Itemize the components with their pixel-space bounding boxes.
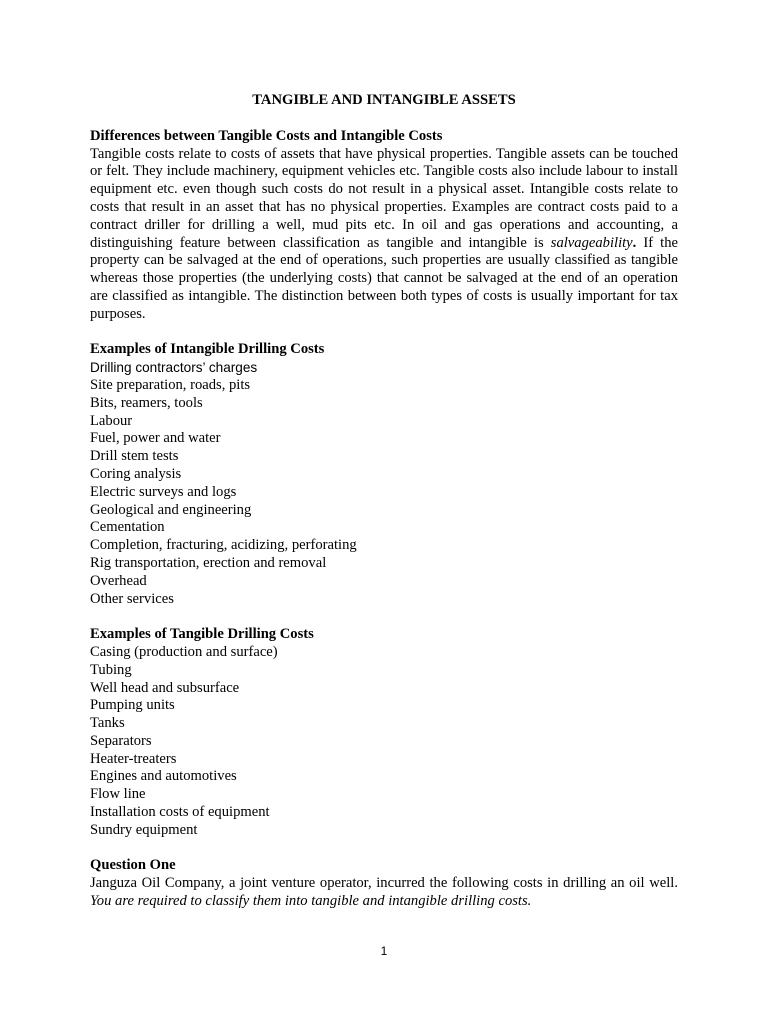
list-item: Bits, reamers, tools <box>90 394 203 411</box>
tangible-heading: Examples of Tangible Drilling Costs <box>90 626 314 643</box>
question-section <box>90 857 678 910</box>
intangible-list <box>90 359 678 608</box>
list-item: Installation costs of equipment <box>90 804 270 821</box>
list-item: Overhead <box>90 572 147 589</box>
list-item: Geological and engineering <box>90 501 252 518</box>
list-item: Labour <box>90 412 133 429</box>
list-item: Rig transportation, erection and removal <box>90 554 327 571</box>
differences-text-part2: If the property can be salvaged at the end of operations, such properties are usually classified as tangible whereas those properties (the underlying costs) that cannot be salvaged at the end of an operation are classified as intangible. The distinction between both types of costs is usually important for tax purposes. <box>90 234 678 322</box>
list-item: Engines and automotives <box>90 768 237 785</box>
question-paragraph <box>90 875 678 911</box>
intangible-heading: Examples of Intangible Drilling Costs <box>90 341 325 358</box>
list-item: Electric surveys and logs <box>90 483 237 500</box>
list-item: Cementation <box>90 519 165 536</box>
tangible-list <box>90 644 678 840</box>
document-page <box>90 92 678 911</box>
question-heading: Question One <box>90 857 176 874</box>
list-item: Separators <box>90 732 152 749</box>
list-item: Well head and subsurface <box>90 679 240 696</box>
list-item: Casing (production and surface) <box>90 643 278 660</box>
list-item: Flow line <box>90 786 146 803</box>
differences-paragraph <box>90 146 678 324</box>
differences-heading: Differences between Tangible Costs and Intangible Costs <box>90 127 443 144</box>
list-item: Coring analysis <box>90 465 182 482</box>
list-item: Fuel, power and water <box>90 430 221 447</box>
question-instruction: You are required to classify them into tangible and intangible drilling costs. <box>90 893 532 910</box>
question-text: Janguza Oil Company, a joint venture operator, incurred the following costs in drilling an oil well. <box>90 875 678 892</box>
list-item: Drill stem tests <box>90 448 179 465</box>
list-item: Tanks <box>90 715 125 732</box>
tangible-section <box>90 626 678 840</box>
list-item: Drilling contractors’ charges <box>90 360 258 376</box>
list-item: Heater-treaters <box>90 750 177 767</box>
list-item: Sundry equipment <box>90 821 198 838</box>
salvageability-emphasis: salvageability <box>550 234 633 251</box>
list-item: Tubing <box>90 661 132 678</box>
document-title: TANGIBLE AND INTANGIBLE ASSETS <box>252 92 516 108</box>
page-number: 1 <box>380 944 388 958</box>
list-item: Pumping units <box>90 697 175 714</box>
list-item: Other services <box>90 590 174 607</box>
emphasis-punctuation: . <box>632 234 637 251</box>
intangible-section <box>90 341 678 608</box>
list-item: Site preparation, roads, pits <box>90 376 251 393</box>
list-item: Completion, fracturing, acidizing, perforating <box>90 537 357 554</box>
differences-text-part1: Tangible costs relate to costs of assets that have physical properties. Tangible assets can be touched or felt. They include machinery, equipment vehicles etc. Tangible costs also include labour to install equipment etc. even though such costs do not result in a physical asset. Intangible costs relate to costs that result in an asset that has no physical properties. Examples are contract costs paid to a contract driller for drilling a well, mud pits etc. In oil and gas operations and accounting, a distinguishing feature between classification as tangible and intangible is <box>90 145 678 251</box>
